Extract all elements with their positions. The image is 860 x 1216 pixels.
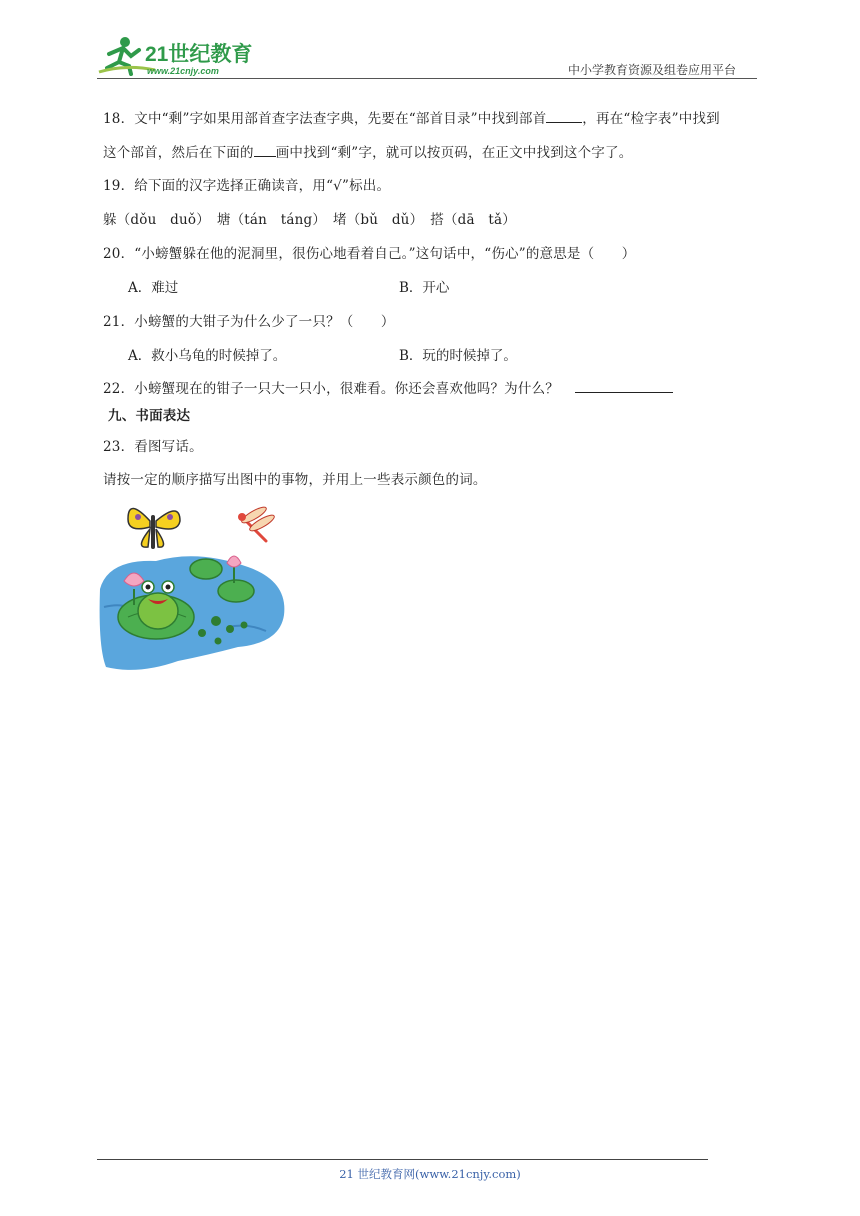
pond-illustration <box>98 497 288 675</box>
question-23-stem: 23．看图写话。 <box>103 439 203 455</box>
q18-text-c: 这个部首，然后在下面的 <box>103 145 254 161</box>
butterfly-icon <box>128 508 180 549</box>
logo-url: www.21cnjy.com <box>147 66 219 76</box>
q20-option-b[interactable]: B．开心 <box>399 280 450 296</box>
question-20-stem: 20．“小螃蟹躲在他的泥洞里，很伤心地看着自己。”这句话中，“伤心”的意思是（ ） <box>103 246 636 262</box>
question-21-stem: 21．小螃蟹的大钳子为什么少了一只？（ ） <box>103 314 395 330</box>
question-22-line <box>103 377 673 397</box>
question-18-line-1 <box>103 107 720 127</box>
q20-option-a[interactable]: A．难过 <box>128 280 179 296</box>
header-divider <box>97 78 757 79</box>
question-19-items: 躲（dǒu duǒ） 塘（tán táng） 堵（bǔ dǔ） 搭（dā tǎ） <box>103 212 516 228</box>
question-23-instruction: 请按一定的顺序描写出图中的事物，并用上一些表示颜色的词。 <box>103 472 487 488</box>
site-logo <box>95 34 265 78</box>
q18-text-b: ，再在“检字表”中找到 <box>582 111 720 127</box>
logo-title: 21世纪教育 <box>145 43 253 66</box>
q22-answer-blank[interactable] <box>575 380 673 393</box>
q18-text-d: 画中找到“剩”字，就可以按页码，在正文中找到这个字了。 <box>275 145 633 161</box>
q18-blank-strokes[interactable] <box>254 144 276 157</box>
q21-option-b[interactable]: B．玩的时候掉了。 <box>399 348 517 364</box>
section-9-title: 九、书面表达 <box>108 408 191 424</box>
header-platform-text: 中小学教育资源及组卷应用平台 <box>568 63 737 77</box>
question-18-line-2 <box>103 141 632 161</box>
q18-blank-radical[interactable] <box>546 110 582 123</box>
question-19-stem: 19．给下面的汉字选择正确读音，用“√”标出。 <box>103 178 391 194</box>
footer-site-text[interactable]: 21 世纪教育网(www.21cnjy.com) <box>339 1167 521 1181</box>
q21-option-a[interactable]: A．救小乌龟的时候掉了。 <box>128 348 287 364</box>
q18-text-a: 18．文中“剩”字如果用部首查字法查字典，先要在“部首目录”中找到部首 <box>103 111 547 127</box>
dragonfly-icon <box>238 505 276 541</box>
question-22-stem: 22．小螃蟹现在的钳子一只大一只小，很难看。你还会喜欢他吗？为什么？ <box>103 381 559 397</box>
footer-divider <box>97 1159 708 1160</box>
